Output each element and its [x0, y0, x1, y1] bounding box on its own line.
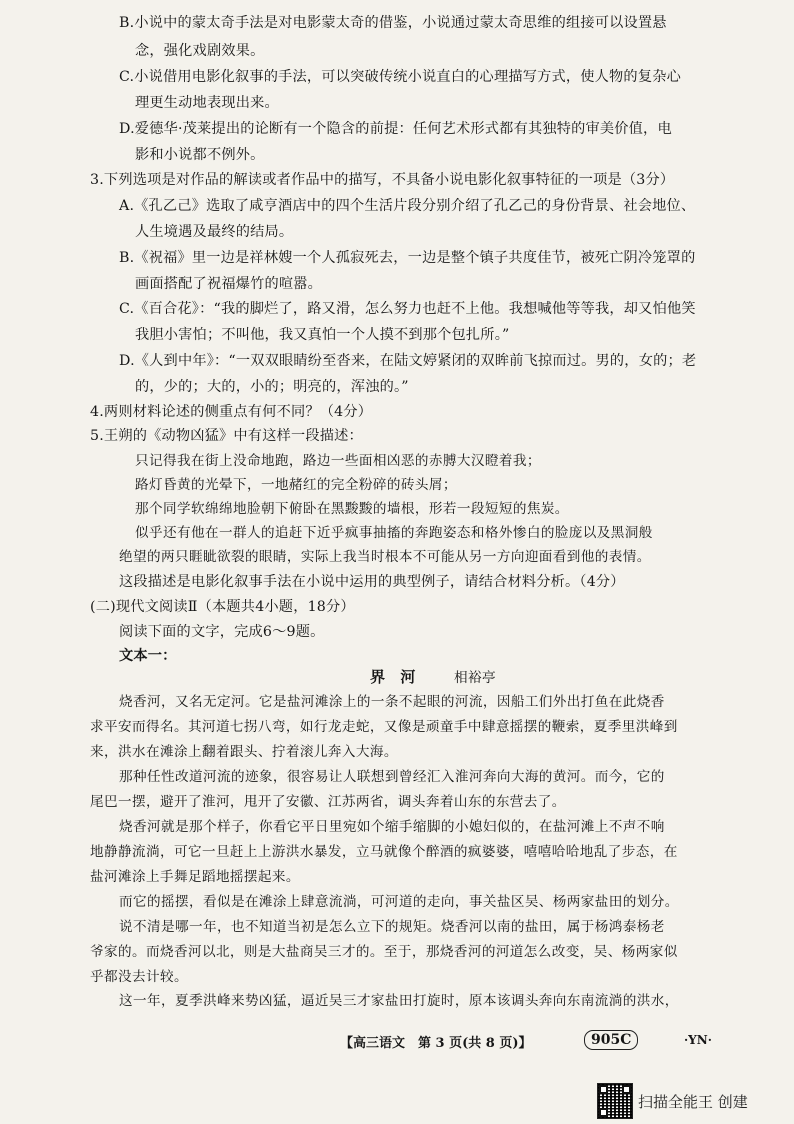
- story-paragraph-line: 这一年，夏季洪峰来势凶猛，逼近吴三才家盐田打旋时，原本该调头奔向东南流淌的洪水，: [119, 993, 679, 1009]
- text-one-label: 文本一：: [119, 648, 177, 664]
- excerpt-line-5: 绝望的两只睚眦欲裂的眼睛，实际上我当时根本不可能从另一方向迎面看到他的表情。: [119, 549, 651, 565]
- q3-option-b-line-2: 画面搭配了祝福爆竹的喧嚣。: [135, 276, 323, 292]
- q3-option-b-line-1: B.《祝福》里一边是祥林嫂一个人孤寂死去，一边是整个镇子共度佳节，被死亡阴冷笼罩的: [119, 250, 696, 266]
- story-paragraph-line: 来，洪水在滩涂上翻着跟头、拧着滚儿奔入大海。: [90, 744, 398, 760]
- excerpt-line-1: 只记得我在街上没命地跑，路边一些面相凶恶的赤膊大汉瞪着我；: [135, 453, 541, 469]
- story-paragraph-line: 乎都没去计较。: [90, 969, 188, 985]
- story-author: 相裕亭: [454, 670, 496, 686]
- story-paragraph-line: 尾巴一摆，避开了淮河，甩开了安徽、江苏两省，调头奔着山东的东营去了。: [90, 794, 566, 810]
- footer-mark: ·YN·: [684, 1033, 712, 1047]
- option-b-line-2: 念，强化戏剧效果。: [135, 43, 265, 59]
- q3-option-d-line-2: 的，少的；大的，小的；明亮的，浑浊的。”: [135, 379, 409, 395]
- excerpt-line-3: 那个同学软绵绵地脸朝下俯卧在黑黢黢的墙根，形若一段短短的焦炭。: [135, 501, 569, 517]
- section-heading: (二)现代文阅读Ⅱ（本题共4小题，18分）: [90, 599, 355, 615]
- excerpt-line-4: 似乎还有他在一群人的追赶下近乎疯事抽搐的奔跑姿态和格外惨白的脸庞以及黑洞般: [135, 525, 653, 541]
- story-paragraph-line: 爷家的。而烧香河以北，则是大盐商吴三才的。至于，那烧香河的河道怎么改变，吴、杨两家似: [90, 944, 678, 960]
- paper-code-badge: 905C: [584, 1030, 638, 1050]
- question-3: 3.下列选项是对作品的解读或者作品中的描写，不具备小说电影化叙事特征的一项是（3分）: [90, 172, 675, 188]
- q3-option-c-line-1: C.《百合花》：“我的脚烂了，路又滑，怎么努力也赶不上他。我想喊他等等我，却又怕他笑: [119, 301, 696, 317]
- footer-subject: 【高三语文 第 3 页(共 8 页)】: [340, 1036, 532, 1051]
- story-paragraph-line: 烧香河，又名无定河。它是盐河滩涂上的一条不起眼的河流，因船工们外出打鱼在此烧香: [119, 694, 665, 710]
- story-paragraph-line: 盐河滩涂上手舞足蹈地摇摆起来。: [90, 869, 300, 885]
- option-d-line-2: 影和小说都不例外。: [135, 147, 265, 163]
- qr-code-icon: [597, 1083, 633, 1119]
- story-paragraph-line: 求平安而得名。其河道七拐八弯，如行龙走蛇，又像是顽童手中肆意摇摆的鞭索，夏季里洪峰到: [90, 719, 678, 735]
- question-4: 4.两则材料论述的侧重点有何不同？（4分）: [90, 404, 373, 420]
- option-d-line-1: D.爱德华·茂莱提出的论断有一个隐含的前提：任何艺术形式都有其独特的审美价值，电: [119, 121, 672, 137]
- story-title: 界 河: [370, 668, 416, 686]
- option-c-line-1: C.小说借用电影化叙事的手法，可以突破传统小说直白的心理描写方式，使人物的复杂心: [119, 69, 681, 85]
- q3-option-d-line-1: D.《人到中年》：“一双双眼睛纷至沓来，在陆文婷紧闭的双眸前飞掠而过。男的，女的；老: [119, 353, 697, 369]
- question-5: 5.王朔的《动物凶猛》中有这样一段描述：: [90, 428, 363, 444]
- q3-option-c-line-2: 我胆小害怕；不叫他，我又真怕一个人摸不到那个包扎所。”: [135, 327, 510, 343]
- reading-instruction: 阅读下面的文字，完成6～9题。: [119, 624, 325, 640]
- story-paragraph-line: 地静静流淌，可它一旦赶上上游洪水暴发，立马就像个醉酒的疯婆婆，嘻嘻哈哈地乱了步态，在: [90, 844, 678, 860]
- q3-option-a-line-1: A.《孔乙己》选取了咸亨酒店中的四个生活片段分别介绍了孔乙己的身份背景、社会地位、: [119, 198, 696, 214]
- scanner-watermark: 扫描全能王 创建: [638, 1093, 748, 1111]
- page-footer: [0, 1030, 794, 1052]
- story-paragraph-line: 说不清是哪一年，也不知道当初是怎么立下的规矩。烧香河以南的盐田，属于杨鸿泰杨老: [119, 919, 665, 935]
- story-paragraph-line: 而它的摇摆，看似是在滩涂上肆意流淌，可河道的走向，事关盐区吴、杨两家盐田的划分。: [119, 894, 679, 910]
- q3-option-a-line-2: 人生境遇及最终的结局。: [135, 224, 294, 240]
- option-b-line-1: B.小说中的蒙太奇手法是对电影蒙太奇的借鉴，小说通过蒙太奇思维的组接可以设置悬: [119, 15, 667, 31]
- excerpt-line-2: 路灯昏黄的光晕下，一地赭红的完全粉碎的砖头屑；: [135, 477, 457, 493]
- story-paragraph-line: 烧香河就是那个样子，你看它平日里宛如个缩手缩脚的小媳妇似的，在盐河滩上不声不响: [119, 819, 665, 835]
- story-paragraph-line: 那种任性改道河流的迹象，很容易让人联想到曾经汇入淮河奔向大海的黄河。而今，它的: [119, 769, 665, 785]
- option-c-line-2: 理更生动地表现出来。: [135, 95, 279, 111]
- question-5-prompt: 这段描述是电影化叙事手法在小说中运用的典型例子，请结合材料分析。（4分）: [119, 574, 625, 590]
